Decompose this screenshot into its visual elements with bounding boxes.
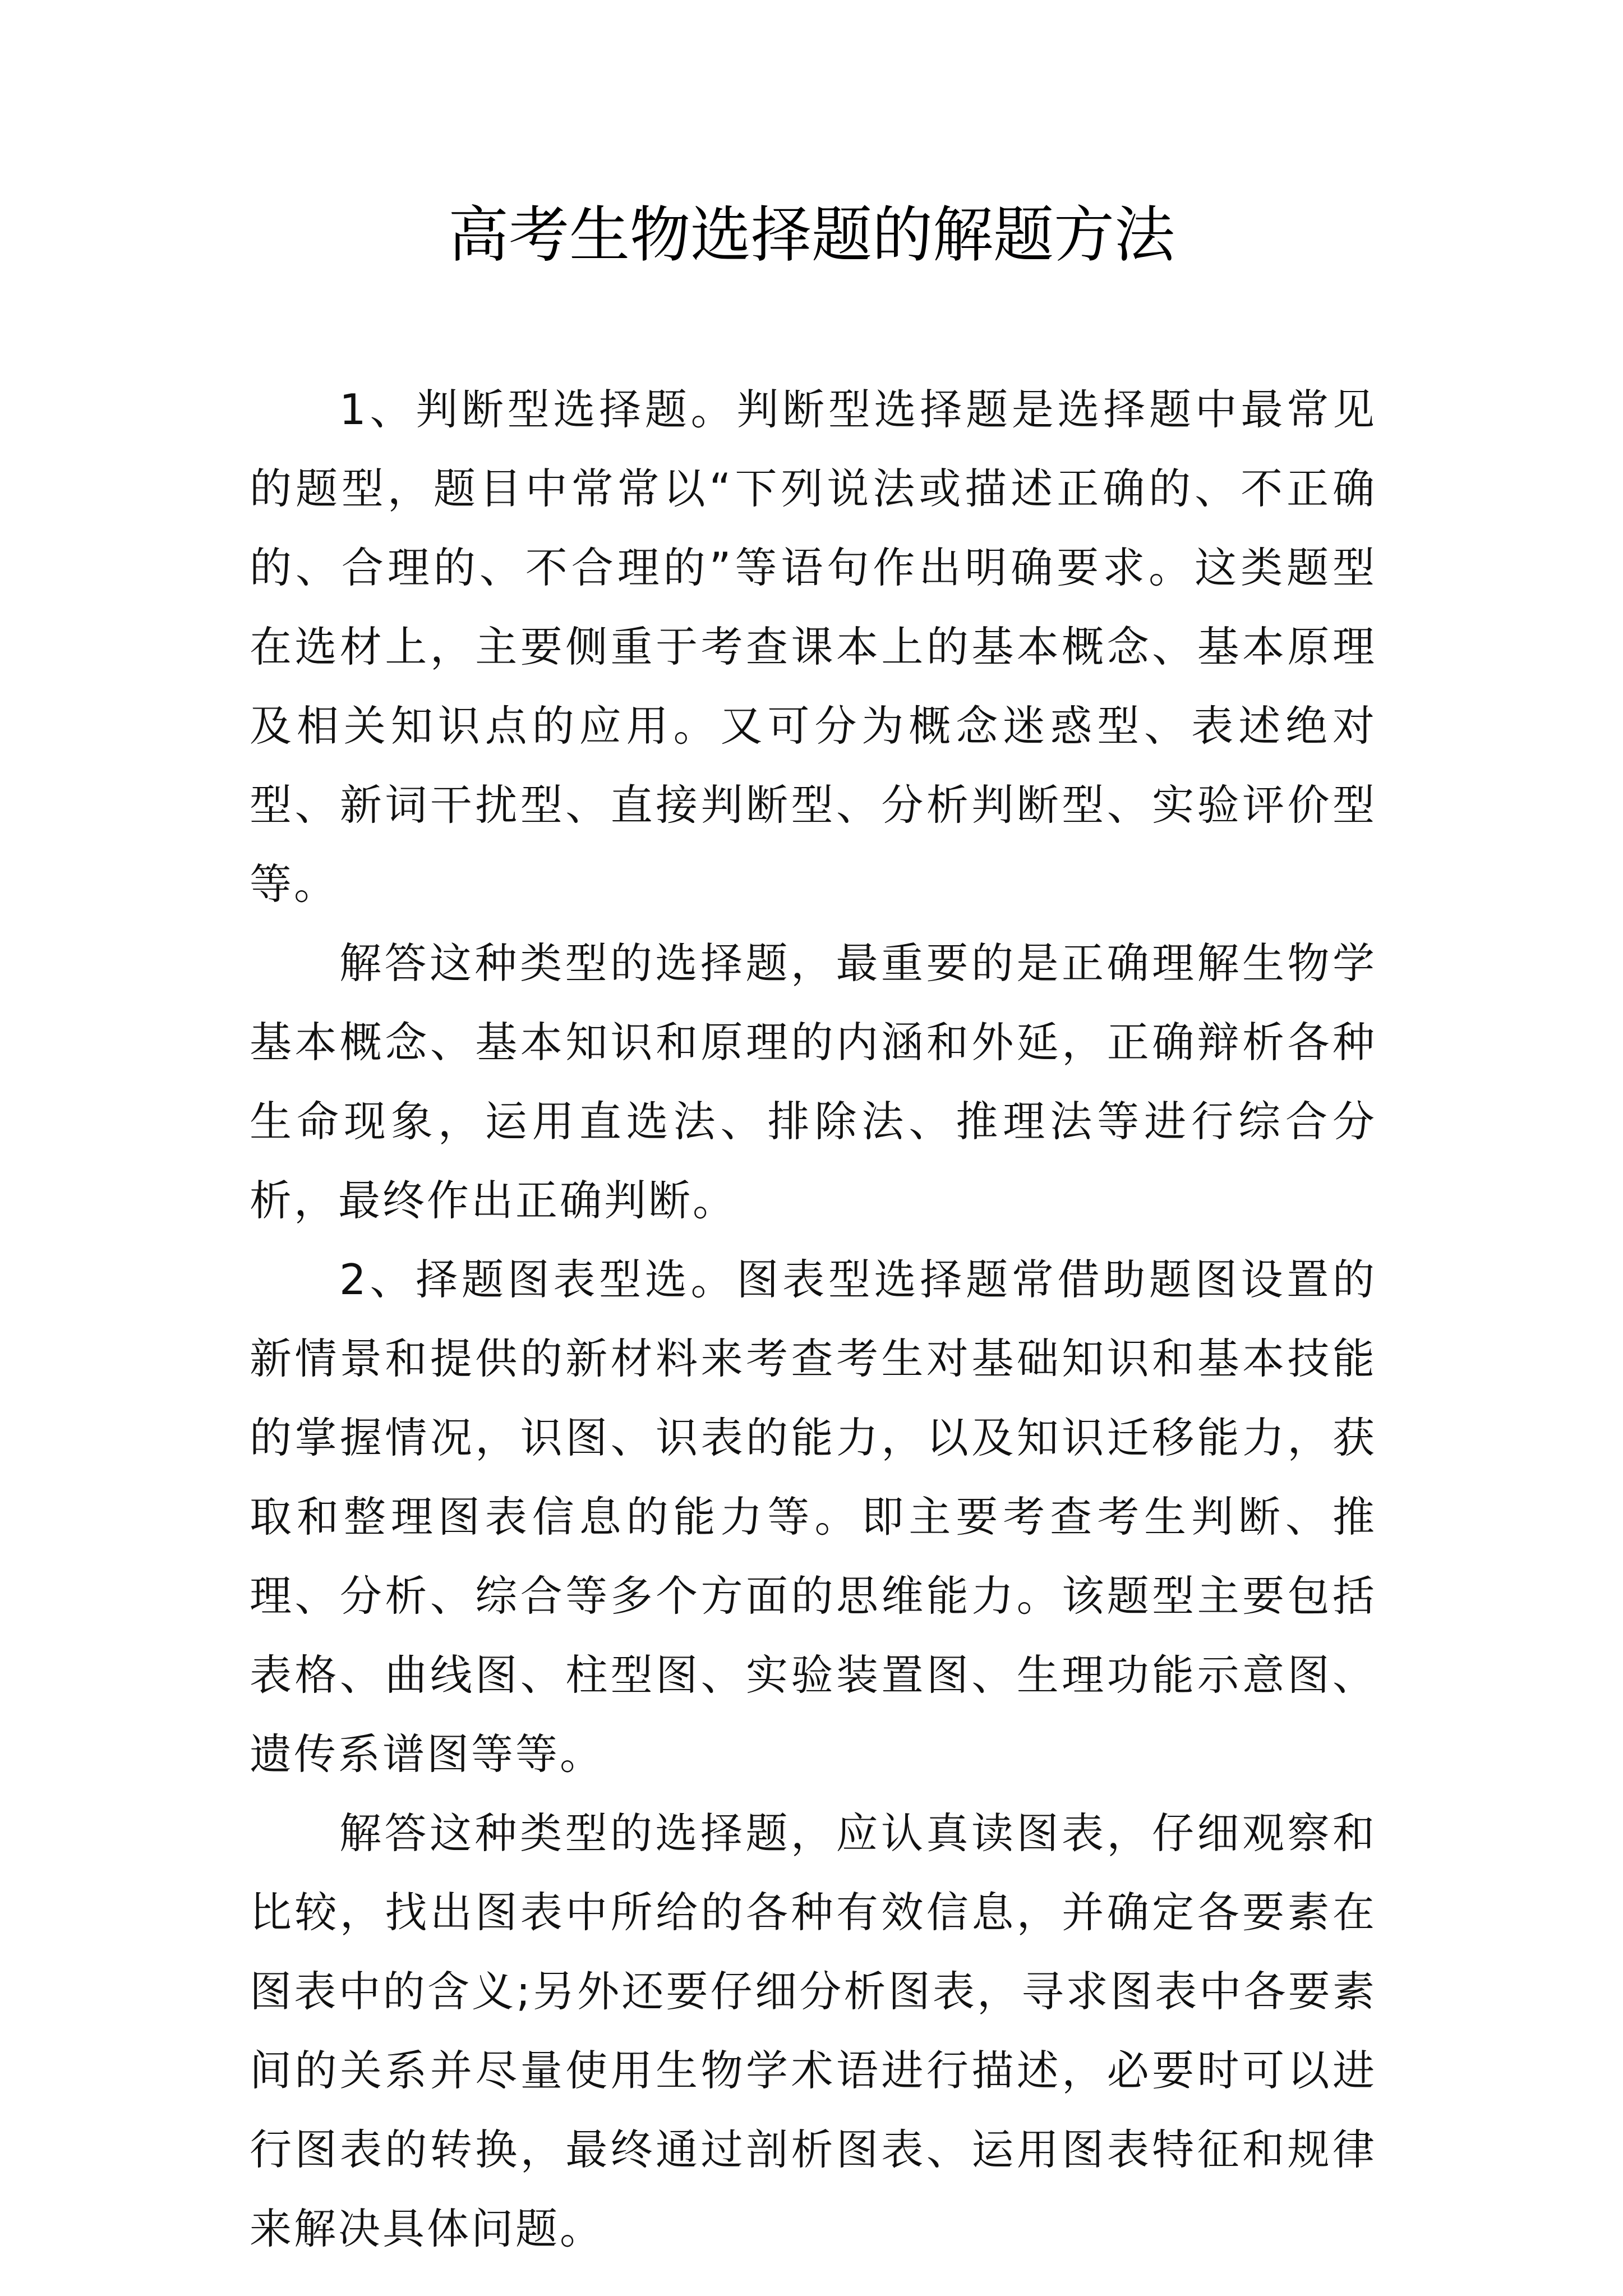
document-body bbox=[250, 370, 1377, 2269]
paragraph-chart-type: 2、择题图表型选。图表型选择题常借助题图设置的新情景和提供的新材料来考查考生对基础知识和基本技能的掌握情况，识图、识表的能力，以及知识迁移能力，获取和整理图表信息的能力等。即主要考查考生判断、推理、分析、综合等多个方面的思维能力。该题型主要包括表格、曲线图、柱型图、实验装置图、生理功能示意图、遗传系谱图等等。 bbox=[250, 1255, 1377, 1779]
paragraph-judgment-type: 1、判断型选择题。判断型选择题是选择题中最常见的题型，题目中常常以“下列说法或描述正确的、不正确的、合理的、不合理的”等语句作出明确要求。这类题型在选材上，主要侧重于考查课本上的基本概念、基本原理及相关知识点的应用。又可分为概念迷惑型、表述绝对型、新词干扰型、直接判断型、分析判断型、实验评价型等。 bbox=[250, 385, 1377, 909]
paragraph-chart-solution: 解答这种类型的选择题，应认真读图表，仔细观察和比较，找出图表中所给的各种有效信息，并确定各要素在图表中的含义;另外还要仔细分析图表，寻求图表中各要素间的关系并尽量使用生物学术语进行描述，必要时可以进行图表的转换，最终通过剖析图表、运用图表特征和规律来解决具体问题。 bbox=[250, 1809, 1377, 2253]
paragraph-judgment-solution: 解答这种类型的选择题，最重要的是正确理解生物学基本概念、基本知识和原理的内涵和外延，正确辩析各种生命现象，运用直选法、排除法、推理法等进行综合分析，最终作出正确判断。 bbox=[250, 938, 1377, 1225]
document-title: 高考生物选择题的解题方法 bbox=[448, 200, 1175, 270]
